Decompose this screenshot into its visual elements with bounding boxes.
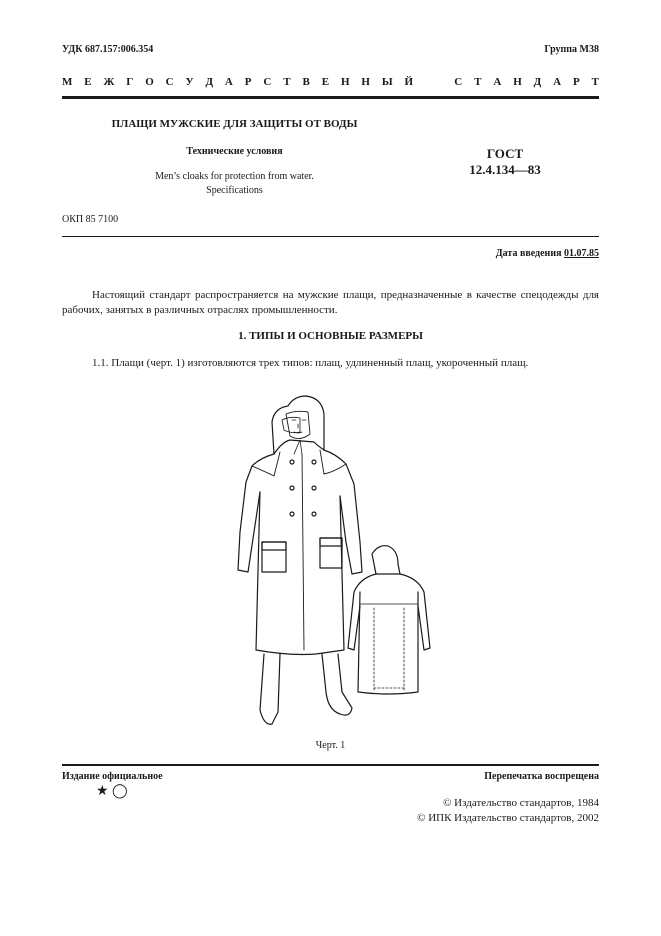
copyright-line-2: © ИПК Издательство стандартов, 2002 <box>417 812 599 824</box>
banner-letter: Е <box>84 76 92 88</box>
banner-gap <box>440 76 443 88</box>
banner-letter: Й <box>404 76 414 88</box>
scope-paragraph: Настоящий стандарт распространяется на мужские плащи, предназначенные в качестве спецодежды для рабочих, занятых в различных отраслях промышленности. <box>62 289 599 316</box>
banner-letter: А <box>224 76 233 88</box>
banner-letter: О <box>145 76 154 88</box>
banner-letter: Г <box>126 76 134 88</box>
okp-code: ОКП 85 7100 <box>62 214 119 225</box>
reprint-notice: Перепечатка воспрещена <box>484 771 599 782</box>
conformity-marks: ★ ◯ <box>96 784 128 799</box>
document-subtitle: Технические условия <box>186 146 283 157</box>
okp-rule <box>62 236 599 237</box>
introduction-date-label: Дата введения <box>495 248 564 259</box>
banner-letter: М <box>62 76 73 88</box>
banner-letter: Ж <box>103 76 115 88</box>
banner-letter: Т <box>474 76 482 88</box>
banner-letter: Д <box>205 76 214 88</box>
udk-code: УДК 687.157:006.354 <box>62 44 154 55</box>
header-rule <box>62 96 599 99</box>
banner-letter: Н <box>340 76 350 88</box>
english-title-line1: Men’s cloaks for protection from water. <box>155 171 314 182</box>
banner-letter: Д <box>533 76 542 88</box>
clause-1-1: 1.1. Плащи (черт. 1) изготовляются трех типов: плащ, удлиненный плащ, укороченный плащ. <box>92 357 529 369</box>
official-edition: Издание официальное <box>62 771 163 782</box>
banner-letter: Е <box>321 76 330 88</box>
banner-letter: В <box>302 76 310 88</box>
introduction-date-value: 01.07.85 <box>564 248 599 259</box>
gost-number: 12.4.134—83 <box>469 162 541 177</box>
english-title-line2: Specifications <box>206 185 263 196</box>
banner-letter: Ы <box>381 76 393 88</box>
banner-letter: А <box>553 76 562 88</box>
banner-letter: С <box>165 76 174 88</box>
banner-letter: Н <box>361 76 370 88</box>
interstate-standard-banner <box>62 76 599 88</box>
banner-letter: С <box>263 76 272 88</box>
copyright-line-1: © Издательство стандартов, 1984 <box>443 797 599 809</box>
footer-rule <box>62 764 599 766</box>
banner-letter: Т <box>283 76 291 88</box>
banner-gap <box>425 76 428 88</box>
banner-letter: Р <box>572 76 580 88</box>
banner-letter: С <box>454 76 463 88</box>
figure-caption: Черт. 1 <box>315 740 346 751</box>
introduction-date <box>496 248 599 259</box>
banner-letter: У <box>185 76 194 88</box>
cloak-drawing <box>230 392 440 737</box>
banner-letter: Р <box>244 76 252 88</box>
gost-label: ГОСТ <box>486 146 524 161</box>
banner-letter: Н <box>513 76 522 88</box>
section-heading: 1. ТИПЫ И ОСНОВНЫЕ РАЗМЕРЫ <box>238 330 423 342</box>
banner-letter: А <box>493 76 502 88</box>
gost-designation <box>440 146 570 178</box>
group-code: Группа М38 <box>544 44 599 55</box>
banner-letter: Т <box>591 76 599 88</box>
copyright-block <box>417 796 599 826</box>
english-title <box>62 170 407 198</box>
document-title: ПЛАЩИ МУЖСКИЕ ДЛЯ ЗАЩИТЫ ОТ ВОДЫ <box>111 118 358 130</box>
